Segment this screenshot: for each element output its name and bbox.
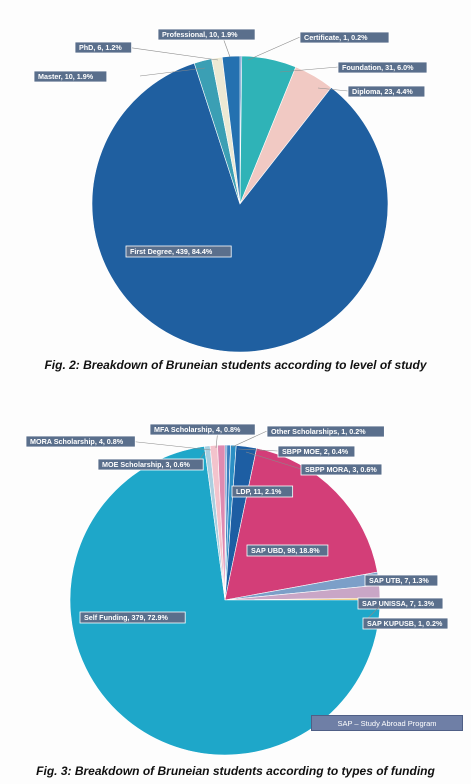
- sap-note: SAP – Study Abroad Program: [311, 715, 463, 731]
- label-phd: [75, 42, 218, 60]
- label-sap-unissa: [358, 598, 443, 609]
- label-text-first-degree: First Degree, 439, 84.4%: [130, 247, 213, 257]
- leader-line-mora-scholarship: [128, 441, 211, 450]
- figure-2-caption: Fig. 2: Breakdown of Bruneian students according to level of study: [44, 358, 427, 372]
- label-text-mfa-scholarship: MFA Scholarship, 4, 0.8%: [154, 425, 241, 435]
- label-sap-utb: [365, 575, 438, 586]
- figure-3-caption: Fig. 3: Breakdown of Bruneian students according to types of funding: [36, 764, 435, 778]
- label-text-professional: Professional, 10, 1.9%: [162, 30, 238, 40]
- label-self-funding: [80, 612, 185, 623]
- label-first-degree: [126, 246, 231, 257]
- label-text-moe-scholarship: MOE Scholarship, 3, 0.6%: [102, 460, 190, 470]
- label-text-sap-utb: SAP UTB, 7, 1.3%: [369, 576, 429, 586]
- label-text-foundation: Foundation, 31, 6.0%: [342, 63, 414, 73]
- label-text-other-scholarships: Other Scholarships, 1, 0.2%: [271, 427, 366, 437]
- level-of-study-pie: [92, 56, 388, 352]
- label-text-mora-scholarship: MORA Scholarship, 4, 0.8%: [30, 437, 124, 447]
- label-text-sap-unissa: SAP UNISSA, 7, 1.3%: [362, 599, 435, 609]
- leader-line-phd: [126, 47, 218, 60]
- funding-pie: [70, 445, 380, 755]
- leader-line-certificate: [248, 37, 300, 60]
- label-sap-ubd: [247, 545, 328, 556]
- label-text-sbpp-mora: SBPP MORA, 3, 0.6%: [305, 465, 377, 475]
- label-text-sbpp-moe: SBPP MOE, 2, 0.4%: [282, 447, 349, 457]
- label-ldp: [232, 486, 293, 497]
- label-mfa-scholarship: [150, 424, 255, 448]
- label-text-master: Master, 10, 1.9%: [38, 72, 94, 82]
- label-text-certificate: Certificate, 1, 0.2%: [304, 33, 368, 43]
- label-text-self-funding: Self Funding, 379, 72.9%: [84, 613, 168, 623]
- label-text-sap-ubd: SAP UBD, 98, 18.8%: [251, 546, 320, 556]
- label-text-sap-kupusb: SAP KUPUSB, 1, 0.2%: [367, 619, 443, 629]
- label-text-phd: PhD, 6, 1.2%: [79, 43, 122, 53]
- label-text-ldp: LDP, 11, 2.1%: [236, 487, 282, 497]
- label-professional: [158, 29, 255, 57]
- label-mora-scholarship: [26, 436, 211, 450]
- label-text-diploma: Diploma, 23, 4.4%: [352, 87, 413, 97]
- label-certificate: [248, 32, 389, 60]
